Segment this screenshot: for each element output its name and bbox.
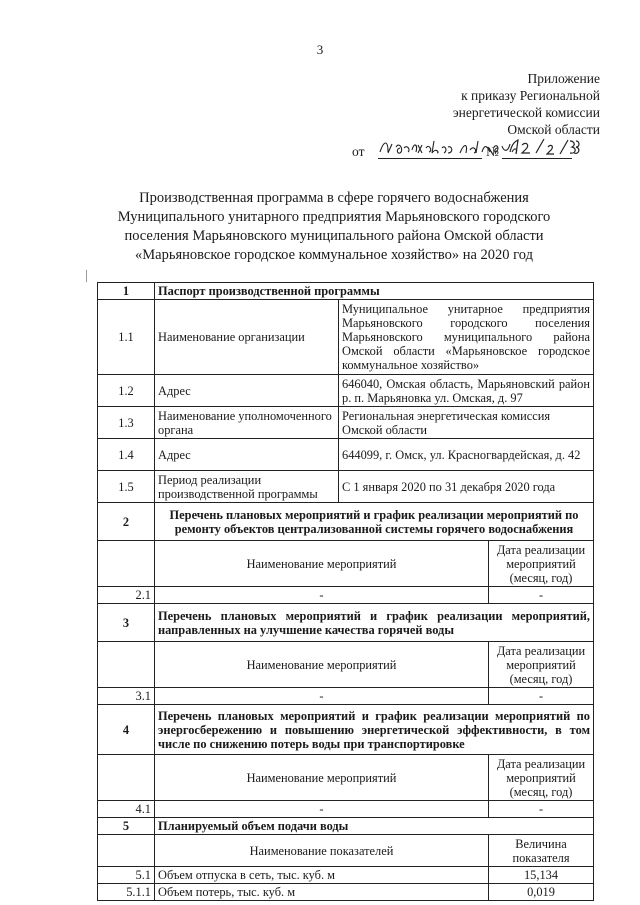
empty-cell [98,642,155,688]
section-number: 5 [98,818,155,835]
handwritten-number [506,137,580,157]
row-label: Наименование организации [155,300,339,375]
column-header-row [98,755,594,801]
section-2-header [98,503,594,541]
section-title: Паспорт производственной программы [155,283,594,300]
margin-mark [86,270,87,282]
section-number: 3 [98,604,155,642]
table-row [98,688,594,705]
date-underline [378,158,482,159]
table-row [98,375,594,407]
row-number: 3.1 [98,688,155,705]
appendix-line: к приказу Региональной [461,88,600,103]
row-value: 646040, Омская область, Марьяновский район р. п. Марьяновка ул. Омская, д. 97 [339,375,594,407]
section-number: 2 [98,503,155,541]
row-number: 4.1 [98,801,155,818]
row-value: Региональная энергетическая комиссия Омской области [339,407,594,439]
column-header: Дата реализации мероприятий (месяц, год) [489,541,594,587]
row-label: Наименование уполномоченного органа [155,407,339,439]
column-header: Дата реализации мероприятий (месяц, год) [489,755,594,801]
column-header: Наименование мероприятий [155,642,489,688]
column-header-row [98,541,594,587]
section-3-header [98,604,594,642]
number-underline [502,158,572,159]
row-value: 0,019 [489,884,594,901]
page-number: 3 [316,42,324,57]
table-row [98,471,594,503]
table-row [98,300,594,375]
row-label: Период реализации производственной программы [155,471,339,503]
section-number: 4 [98,705,155,755]
column-header: Наименование мероприятий [155,541,489,587]
order-date-number-line [300,140,600,162]
number-prefix: № [486,144,499,159]
row-value: - [489,587,594,604]
title-line: Муниципального унитарного предприятия Марьяновского городского [117,209,551,225]
row-number: 1.4 [98,439,155,471]
row-value: - [155,587,489,604]
column-header: Величина показателя [489,835,594,867]
section-title: Планируемый объем подачи воды [155,818,594,835]
document-title [60,189,608,265]
column-header-row [98,835,594,867]
section-number: 1 [98,283,155,300]
row-label: Адрес [155,375,339,407]
row-value: - [155,801,489,818]
table-row [98,884,594,901]
column-header: Дата реализации мероприятий (месяц, год) [489,642,594,688]
row-value: 644099, г. Омск, ул. Красногвардейская, д. 42 [339,439,594,471]
row-number: 1.1 [98,300,155,375]
column-header-row [98,642,594,688]
row-value: 15,134 [489,867,594,884]
title-line: Производственная программа в сфере горячего водоснабжения [139,190,529,206]
row-number: 5.1.1 [98,884,155,901]
row-number: 1.3 [98,407,155,439]
table-row [98,867,594,884]
row-value: С 1 января 2020 по 31 декабря 2020 года [339,471,594,503]
title-line: поселения Марьяновского муниципального района Омской области [124,228,544,244]
empty-cell [98,541,155,587]
program-table [97,282,594,901]
row-value: Объем отпуска в сеть, тыс. куб. м [155,867,489,884]
section-4-header [98,705,594,755]
table-row [98,801,594,818]
table-row [98,439,594,471]
row-number: 5.1 [98,867,155,884]
date-prefix: от [352,144,365,159]
row-label: Адрес [155,439,339,471]
empty-cell [98,835,155,867]
section-5-header [98,818,594,835]
section-title: Перечень плановых мероприятий и график реализации мероприятий по ремонту объектов централизованной системы горячего водоснабжения [155,503,594,541]
section-1-header [98,283,594,300]
title-line: «Марьяновское городское коммунальное хозяйство» на 2020 год [135,247,533,263]
table-row [98,407,594,439]
row-number: 1.5 [98,471,155,503]
section-title: Перечень плановых мероприятий и график реализации мероприятий по энергосбережению и повышению энергетической эффективности, в том числе по снижению потерь воды при транспортировке [155,705,594,755]
appendix-line: энергетической комиссии [452,105,600,120]
row-value: - [489,801,594,818]
row-number: 1.2 [98,375,155,407]
row-number: 2.1 [98,587,155,604]
empty-cell [98,755,155,801]
table-row [98,587,594,604]
row-value: - [155,688,489,705]
section-title: Перечень плановых мероприятий и график реализации мероприятий, направленных на улучшение качества горячей воды [155,604,594,642]
column-header: Наименование показателей [155,835,489,867]
appendix-line: Приложение [527,71,600,86]
appendix-line: Омской области [507,122,600,137]
row-value: - [489,688,594,705]
row-value: Объем потерь, тыс. куб. м [155,884,489,901]
row-value: Муниципальное унитарное предприятия Марьяновского городского поселения Марьяновского муниципального района Омской области «Марьяновское городское коммунальное хозяйство» [339,300,594,375]
column-header: Наименование мероприятий [155,755,489,801]
appendix-header [300,70,600,138]
